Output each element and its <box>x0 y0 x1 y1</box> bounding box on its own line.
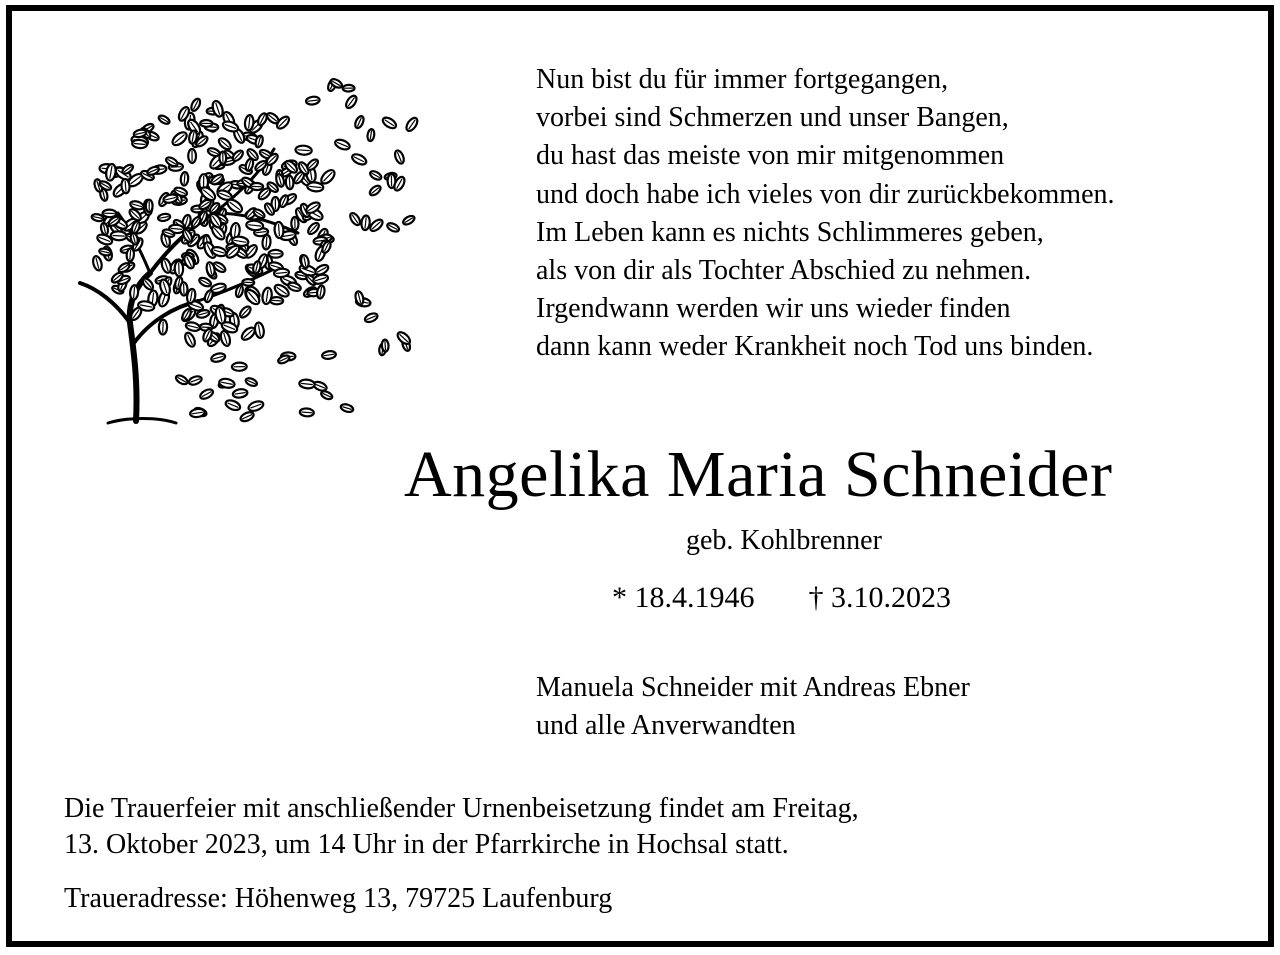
poem-line: als von dir als Tochter Abschied zu nehmen. <box>536 255 1032 287</box>
maiden-name: geb. Kohlbrenner <box>686 525 882 556</box>
leaf-vein <box>302 412 313 413</box>
leaf-vein <box>201 327 211 328</box>
leaf-vein <box>163 321 164 332</box>
leaf-vein <box>385 341 386 350</box>
poem-line: Nun bist du für immer fortgegangen, <box>536 64 949 95</box>
mourners <box>536 669 970 745</box>
poem-line: du hast das meiste von mir mitgenommen <box>536 140 1005 172</box>
ceremony-line: Die Trauerfeier mit anschließender Urnenbeisetzung findet am Freitag, <box>64 793 859 824</box>
obituary-notice <box>6 5 1274 947</box>
mourners-line: Manuela Schneider mit Andreas Ebner <box>536 672 970 703</box>
leaf-vein <box>272 300 282 301</box>
windblown-tree-icon <box>58 53 423 431</box>
birth-date: * 18.4.1946 <box>612 581 755 614</box>
deceased-name: Angelika Maria Schneider <box>404 438 1113 511</box>
mourning-address: Traueradresse: Höhenweg 13, 79725 Laufenburg <box>64 883 613 914</box>
leaf-vein <box>289 177 290 188</box>
poem-line: und doch habe ich vieles von dir zurückbekommen. <box>536 178 1115 210</box>
poem-line: vorbei sind Schmerzen und unser Bangen, <box>536 102 1009 134</box>
poem <box>536 61 1115 367</box>
ceremony-info <box>64 791 859 863</box>
poem-line: Irgendwann werden wir uns wieder finden <box>536 293 1011 325</box>
death-date: † 3.10.2023 <box>808 581 951 614</box>
mourners-line: und alle Anverwandten <box>536 710 796 741</box>
poem-line: dann kann weder Krankheit noch Tod uns binden. <box>536 331 1094 363</box>
life-dates <box>612 581 951 615</box>
leaf-vein <box>297 150 309 151</box>
poem-line: Im Leben kann es nichts Schlimmeres geben, <box>536 216 1044 248</box>
ceremony-line: 13. Oktober 2023, um 14 Uhr in der Pfarrkirche in Hochsal statt. <box>64 829 789 860</box>
leaf-vein <box>113 236 125 237</box>
